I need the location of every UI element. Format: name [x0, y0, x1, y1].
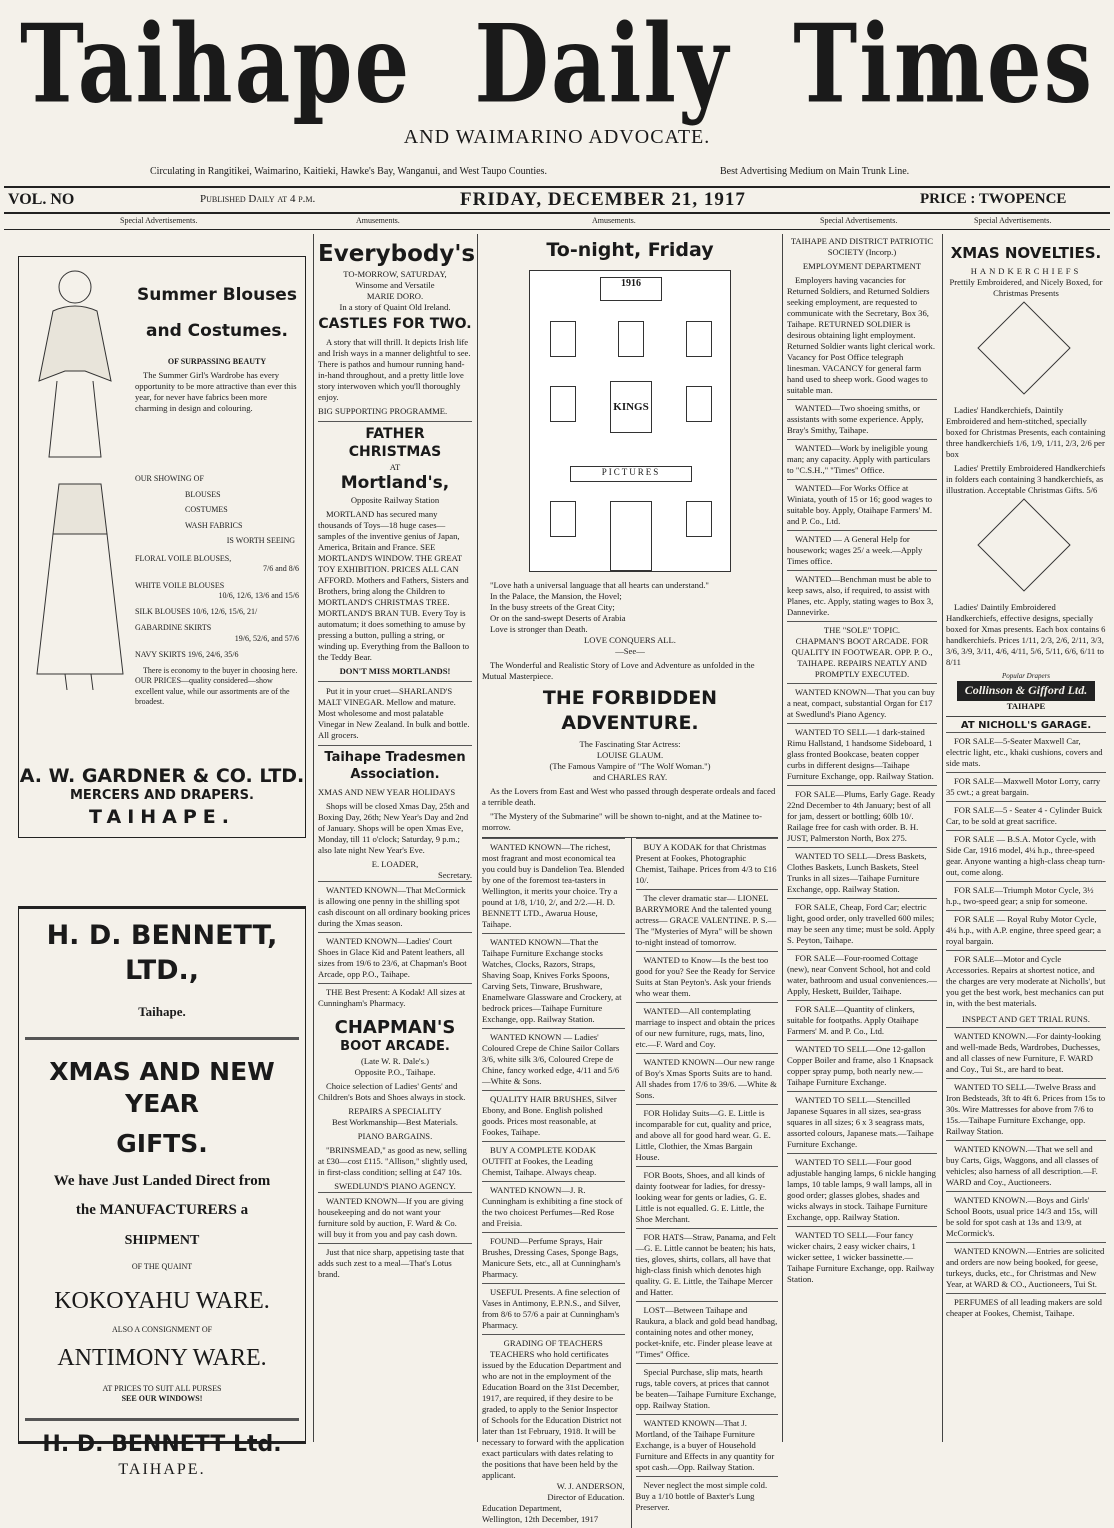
classified-ad — [787, 949, 937, 1000]
classified-ad — [482, 933, 625, 1028]
bennett-footer-name: H. D. BENNETT Ltd. — [42, 1432, 282, 1458]
anderson-name: W. J. ANDERSON, — [556, 1480, 625, 1491]
classified-ad — [946, 732, 1106, 772]
grading-heading: GRADING OF TEACHERS — [503, 1337, 603, 1348]
ad-text: WANTED—Benchman must be able to keep saws, also, if required, to assist with Planes, etc. Apply, stating wages to Box 3, Dannevirke. — [787, 574, 934, 617]
ad-text: BUY A KODAK for that Christmas Present at Fookes, Photographic Chemist, Taihape. Prices from 4/3 to £16 10/. — [635, 841, 777, 885]
mortland-description: MORTLAND has secured many thousands of Toys—18 huge cases—samples of the inventive genius of Japan, America, Britain and France. SEE MORTLAND'S WINDOW. THE GREAT TOY EXHIBITION. PRICES ALL CAN AFFORD. Mothers and Fathers, Sisters and Brothers, bring along the Children to MORTLAND'S CHRISTMAS TREE. MORTLAND'S BRAN TUB. Every Toy is automatum; it does something to amuse by pressing a button, pulling a string, or winding up. Everything from the Balloon to the Teddy Bear. — [318, 508, 470, 662]
blouse-figure-icon — [25, 261, 135, 461]
section-header: Amusements. — [592, 216, 636, 225]
holidays-text: Shops will be closed Xmas Day, 25th and Boxing Day, 26th; New Year's Day and 2nd of January. Shops will be open Xmas Eve, Monday, till 11 o'clock; Saturday, 9 p.m.; also late night New Year's Eve. — [318, 801, 470, 856]
ad-text: WANTED KNOWN—Ladies' Court Shoes in Glace Kid and Patent leathers, all sizes from 19/6 to 23/6, at Chapman's Boot Arcade, opp P.O., Taihape. — [318, 936, 467, 980]
divider — [25, 1037, 299, 1040]
opposite-station: Opposite Railway Station — [350, 494, 440, 505]
collinson-town: TAIHAPE — [1006, 700, 1046, 711]
classified-ad — [482, 1090, 625, 1141]
ad-text: FOR SALE, Cheap, Ford Car; electric light, good order, only travelled 600 miles; may be seen any time; must be sold. Apply S. Peyton, Taihape. — [787, 902, 935, 945]
collinson-gifford-logo — [946, 672, 1106, 711]
price-item — [135, 650, 299, 660]
holidays-heading: XMAS AND NEW YEAR HOLIDAYS — [318, 787, 456, 798]
classified-ad — [482, 1028, 625, 1090]
classified-ad — [787, 723, 937, 785]
price-name: NAVY SKIRTS 19/6, 24/6, 35/6 — [135, 649, 239, 659]
bennett-town: Taihape. — [138, 1004, 186, 1020]
gifts-heading: GIFTS. — [116, 1128, 208, 1158]
title-word-1: Taihape — [20, 1, 412, 128]
vampire-line: (The Famous Vampire of "The Wolf Woman.") — [549, 760, 711, 771]
classified-ad — [787, 1040, 937, 1091]
association-heading: Association. — [350, 766, 440, 782]
newspaper-title — [20, 1, 1094, 128]
dateline — [0, 191, 1114, 209]
choice-selection: Choice selection of Ladies' Gents' and Children's Bots and Shoes always in stock. — [318, 1080, 466, 1102]
wonderful-story: The Wonderful and Realistic Story of Love and Adventure as unfolded in the Mutual Masterpiece. — [482, 660, 755, 682]
ad-text: PERFUMES of all leading makers are sold cheaper at Fookes, Chemist, Taihape. — [946, 1297, 1102, 1319]
worth-seeing: IS WORTH SEEING — [226, 535, 295, 545]
classified-ad — [787, 1000, 937, 1040]
sole-topic-ad — [787, 621, 937, 683]
classified-ad — [318, 932, 472, 983]
ad-text: FOR SALE — B.S.A. Motor Cycle, with Side Car, 1916 model, 4¼ h.p., three-speed gear. Anyone wanting a high-class cheap turn-out, come along. — [946, 834, 1106, 878]
windows-line: SEE OUR WINDOWS! — [121, 1394, 203, 1404]
employment-text: Employers having vacancies for Returned Soldiers, and Returned Soldiers seeking employment, are requested to communicate with the Secretary, Box 36, Taihape. RETURNED SOLDIER is desirous obtaining light employment. Returned Soldier wants light clerical work. Vacancy for Post Office telegraph linesman. VACANCY for general farm hand used to sheep work. Good wages to suitable man. — [787, 275, 935, 395]
popular-drapers: Popular Drapers — [1001, 672, 1051, 681]
lovers-line: As the Lovers from East and West who passed through desperate ordeals and faced a terrible death. — [482, 785, 776, 807]
classified-ad — [318, 881, 472, 932]
landed-line-2: the MANUFACTURERS a — [75, 1201, 249, 1218]
submarine-line: "The Mystery of the Submarine" will be shown to-night, and at the Matinee to-morrow. — [482, 810, 762, 832]
column-4 — [787, 234, 937, 1442]
ad-text: WANTED TO SELL—Twelve Brass and Iron Bedsteads, 3ft to 4ft 6. Prices from 15s to 30s. Wire Mattresses for above from 7/6 to 15s.—Taihape Furniture Exchange, opp. Railway Station. — [946, 1082, 1106, 1137]
our-showing: OUR SHOWING OF — [135, 474, 204, 483]
classified-ad — [636, 1053, 779, 1104]
handkerchief-offer-2: Ladies' Prettily Embroidered Handkerchiefs in folders each containing 3 handkerchiefs, as illustration. Acceptable Christmas Gifts. 5/6 — [946, 463, 1106, 496]
employment-department: EMPLOYMENT DEPARTMENT — [802, 261, 922, 271]
ad-text: FOR SALE—Quantity of clinkers, suitable for footpaths. Apply Otaihape Farmers' M. and P. Co., Ltd. — [787, 1004, 919, 1036]
classified-ad — [482, 838, 625, 933]
circulation-line: Circulating in Rangitikei, Waimarino, Kaitieki, Hawke's Bay, Wanganui, and West Taupo Counties. — [150, 166, 547, 177]
ad-text: WANTED TO SELL—Four good adjustable hanging lamps, 6 nickle hanging lamps, 10 table lamps, 9 wall lamps, all in good order; glasses globes, shades and wicks always in stock. Taihape Furniture Exchange, opp. Railway Station. — [787, 1157, 936, 1222]
column-3-right — [631, 838, 779, 1528]
ad-text: FOUND—Perfume Sprays, Hair Brushes, Dressing Cases, Sponge Bags, Manicure Sets, etc., all at Cunningham's Pharmacy. — [482, 1235, 621, 1279]
classified-ad — [946, 830, 1106, 881]
piano-bargains: PIANO BARGAINS. — [357, 1130, 433, 1141]
ad-text: WANTED TO SELL—Stencilled Japanese Squares in all sizes, sea-grass squares in all sizes; 6 x 3 seagrass mats, assorted colours, Japanese mats.—Taihape Furniture Exchange. — [787, 1095, 934, 1149]
fabric-item: COSTUMES — [185, 505, 228, 515]
classified-ad — [787, 530, 937, 570]
ad-text: QUALITY HAIR BRUSHES, Silver Ebony, and Bone. English polished goods. Prices most reasonable, at Fookes, Taihape. — [482, 1093, 617, 1137]
classified-ad — [787, 1226, 937, 1288]
ad-text: FOR SALE—Triumph Motor Cycle, 3½ h.p., two-speed gear; a snip for someone. — [946, 885, 1094, 907]
classified-ad — [946, 801, 1106, 830]
classified-ad — [482, 1283, 625, 1334]
section-header: Amusements. — [356, 216, 400, 225]
classified-ad — [636, 1002, 779, 1053]
ad-text: FOR SALE—5 - Seater 4 - Cylinder Buick Car, to be sold at great sacrifice. — [946, 805, 1103, 827]
issue-price: PRICE : TWOPENCE — [920, 191, 1067, 207]
surpassing-beauty: OF SURPASSING BEAUTY — [167, 356, 267, 366]
shipment: SHIPMENT — [124, 1233, 200, 1249]
bennett-advertisement — [18, 906, 306, 1478]
winsome-line: Winsome and Versatile — [355, 280, 435, 291]
classified-ad — [636, 1414, 779, 1476]
classified-ad — [946, 1293, 1106, 1322]
price-item — [135, 623, 299, 643]
classified-ad — [946, 1078, 1106, 1140]
ad-text: WANTED KNOWN—The richest, most fragrant and most economical tea you could buy is Dandelion Tea. Blended by one of the foremost tea-tasters in Wellington, it merits your choice. Try a pound at 1/8, 1/10, 2/, and 2/2.—H. D. BENNETT LTD., Awarua House, Taihape. — [482, 841, 625, 929]
ad-text: FOR SALE—Maxwell Motor Lorry, carry 35 cwt.; a great bargain. — [946, 776, 1101, 798]
classified-ad — [636, 1228, 779, 1301]
price-value: 19/6, 52/6, and 57/6 — [234, 633, 299, 643]
loader-name: E. LOADER, — [371, 859, 419, 870]
skirt-illustration — [25, 474, 135, 710]
ad-text: WANTED KNOWN — Ladies' Coloured Crepe de Chine Sailor Collars 3/6, white silk 3/6, Coloured Crepe de Chine, fancy worked edge, 4/11 and 5/6—White & Sons. — [482, 1031, 620, 1086]
classified-ad — [946, 950, 1106, 1012]
workmanship-line: Best Workmanship—Best Materials. — [332, 1116, 458, 1127]
classified-ad — [482, 1232, 625, 1283]
quaint-line: OF THE QUAINT — [131, 1262, 193, 1271]
classified-ad — [787, 683, 937, 723]
publication-schedule: Published Daily at 4 p.m. — [200, 193, 316, 205]
classified-ad — [636, 951, 779, 1002]
castles-description: A story that will thrill. It depicts Irish life and Irish ways in a manner delightful to see. There is pathos and humour running hand-in-hand throughout, and a pretty little love story interwoven which you'll thoroughly enjoy. — [318, 337, 471, 403]
ad-text: WANTED—For Works Office at Winiata, youth of 15 or 16; good wages to suitable boy. Apply, Otaihape Farmers' M. and P. Co., Ltd. — [787, 483, 933, 526]
dont-miss-mortlands: DON'T MISS MORTLANDS! — [339, 665, 451, 676]
ad-text: WANTED—Two shoeing smiths, or assistants with some experience. Apply, Bray's Smithy, Taihape. — [787, 403, 924, 435]
ad-text: WANTED KNOWN—Our new range of Boy's Xmas Sports Suits are to hand. All shades from 17/6 to 39/6. —White & Sons. — [635, 1056, 777, 1100]
divider — [4, 186, 1110, 188]
tomorrow-line: TO-MORROW, SATURDAY, — [343, 269, 447, 280]
prettily-embroidered: Prettily Embroidered, and Nicely Boxed, for Christmas Presents — [949, 277, 1103, 299]
price-item — [135, 607, 299, 617]
pictures-sign: PICTURES — [570, 466, 692, 482]
consignment-line: ALSO A CONSIGNMENT OF — [111, 1324, 213, 1334]
ad-text: Never neglect the most simple cold. Buy a 1/10 bottle of Baxter's Lung Preserver. — [635, 1479, 768, 1512]
boot-arcade: BOOT ARCADE. — [340, 1039, 450, 1055]
classified-ad — [787, 399, 937, 439]
ad-text: WANTED KNOWN.—That we sell and buy Carts, Gigs, Waggons, and all classes of vehicles; also harness of all description.—F. WARD and Coy., Auctioneers. — [946, 1144, 1099, 1188]
director-title: Director of Education. — [547, 1491, 625, 1502]
sole-topic: THE "SOLE" TOPIC. — [823, 625, 901, 635]
classified-ad — [636, 1363, 779, 1414]
costume-figure-icon — [25, 474, 135, 694]
see-line: —See— — [615, 646, 645, 657]
handkerchief-offer-3: Ladies' Daintily Embroidered Handkerchiefs, effective designs, specially boxed for Xmas presents. Each box contains 6 handkerchiefs. Prices 1/11, 2/3, 2/6, 2/11, 3/3, 3/6, 3/9, 3/11, 4/6, 4/11, 5/6, 5/11, 6/6, 6/11 to 8/11 — [946, 602, 1106, 668]
marie-doro: MARIE DORO. — [366, 291, 424, 302]
classified-ad — [787, 1153, 937, 1226]
castles-for-two: CASTLES FOR TWO. — [318, 316, 472, 333]
column-2 — [318, 234, 476, 1442]
bennett-name: H. D. BENNETT, LTD., — [46, 920, 278, 986]
divider — [4, 229, 1110, 230]
price-item — [135, 581, 299, 601]
classified-ad — [946, 1027, 1106, 1078]
gardner-firm-name: A. W. GARDNER & CO. LTD. — [19, 764, 305, 787]
ad-text: WANTED KNOWN—That McCormick is allowing one penny in the shilling spot cash discount on all ordinary booking prices during the Xmas season. — [318, 885, 471, 929]
price-name: SILK BLOUSES 10/6, 12/6, 15/6, 21/ — [135, 607, 258, 617]
poem-line: In the Palace, the Mansion, the Hovel; — [490, 591, 622, 602]
column-divider — [313, 234, 314, 1442]
ad-text: FOR SALE—Motor and Cycle Accessories. Repairs at shortest notice, and the charges are very moderate at Nicholls', but you get the best work, best mechanics can put in, with the best materials. — [946, 954, 1106, 1009]
classified-ad — [946, 1140, 1106, 1191]
price-name: FLORAL VOILE BLOUSES, — [135, 554, 232, 564]
column-3-left — [482, 838, 625, 1528]
ad-text: WANTED — A General Help for housework; wages 25/ a week.—Apply Times office. — [787, 534, 923, 566]
chapman-text: CHAPMAN'S BOOT ARCADE. FOR QUALITY IN FOOTWEAR. OPP. P. O., TAIHAPE. REPAIRS NEATLY AND PROMPTLY EXECUTED. — [791, 636, 933, 679]
classified-ad — [482, 1181, 625, 1232]
late-dale: (Late W. R. Dale's.) — [361, 1055, 429, 1066]
grading-notice — [482, 1334, 625, 1528]
ad-text: WANTED—Work by ineligible young man; any capacity. Apply with particulars to "C.S.H.," "Times" Office. — [787, 443, 931, 475]
economy-text: There is economy to the buyer in choosing here. OUR PRICES—quality considered—show excellent value, while our assortments are of the broadest. — [135, 666, 298, 706]
louise-glaum: LOUISE GLAUM. — [596, 749, 664, 760]
masthead — [0, 0, 1114, 232]
poem-line: In the busy streets of the Great City; — [490, 602, 615, 613]
poem-line: "Love hath a universal language that all hearts can understand." — [490, 580, 709, 591]
fascinating-star: The Fascinating Star Actress: — [579, 738, 681, 749]
column-5 — [946, 234, 1106, 1442]
story-line: In a story of Quaint Old Ireland. — [339, 302, 451, 313]
price-value: 10/6, 12/6, 13/6 and 15/6 — [218, 590, 299, 600]
kokoyahu-ware: KOKOYAHU WARE. — [54, 1288, 270, 1315]
building-year: 1916 — [600, 277, 662, 301]
column-divider — [782, 234, 783, 1442]
ad-text: The clever dramatic star— LIONEL BARRYMORE And the talented young actress— GRACE VALENTINE. P. S.—The "Mysteries of Myra" will be shown to-night instead of tomorrow. — [635, 892, 777, 947]
classified-ad — [636, 838, 779, 889]
charles-ray: and CHARLES RAY. — [592, 771, 668, 782]
nicholls-garage: AT NICHOLL'S GARAGE. — [946, 716, 1106, 733]
section-header: Special Advertisements. — [120, 216, 198, 225]
classified-ad — [318, 1243, 472, 1283]
love-conquers-all: LOVE CONQUERS ALL. — [584, 635, 676, 646]
landed-line-1: We have Just Landed Direct from — [53, 1172, 271, 1189]
price-value: 7/6 and 8/6 — [263, 564, 299, 574]
opposite-po: Opposite P.O., Taihape. — [354, 1066, 436, 1077]
bennett-footer-town: TAIHAPE. — [118, 1460, 206, 1478]
tradesmen-heading: Taihape Tradesmen — [324, 749, 466, 765]
ad-text: FOR SALE—5-Seater Maxwell Car, electric light, etc., khaki cushions, covers and side mats. — [946, 736, 1103, 769]
ad-text: WANTED TO SELL—1 dark-stained Rimu Hallstand, 1 handsome Sideboard, 1 glass fronted Bookcase, beaten copper curbs in different designs—Taihape Furniture Exchange, opp. Railway Station. — [787, 727, 934, 781]
ad-text: WANTED TO SELL—Dress Baskets, Clothes Baskets, Lunch Baskets, Steel Trunks in all sizes—Taihape Furniture Exchange, opp. Railway Station. — [787, 851, 927, 894]
title-word-3: Times — [793, 1, 1094, 128]
woman-illustration — [25, 261, 135, 464]
antimony-ware: ANTIMONY WARE. — [57, 1345, 267, 1372]
poem-line: Love is stronger than Death. — [490, 624, 588, 635]
classified-ad — [787, 898, 937, 949]
issue-date: FRIDAY, DECEMBER 21, 1917 — [460, 189, 746, 210]
ad-text: WANTED KNOWN.—Entries are solicited and orders are now being booked, for geese, turkeys, ducks, etc., for Christmas and New Year, at WARD & CO., Auctioneers, Tui St. — [946, 1246, 1105, 1290]
section-headers — [0, 216, 1114, 228]
at-line: AT — [389, 462, 401, 473]
divider — [4, 212, 1110, 214]
classified-ad — [636, 1476, 779, 1516]
swedlund-agency: SWEDLUND'S PIANO AGENCY. — [334, 1180, 456, 1191]
classified-ad — [318, 983, 472, 1012]
patriotic-society: TAIHAPE AND DISTRICT PATRIOTIC SOCIETY (Incorp.) — [790, 236, 934, 257]
handkerchief-box-illustration — [966, 307, 1086, 397]
ad-text: WANTED KNOWN—That the Taihape Furniture Exchange stocks Watches, Clocks, Razors, Straps, Shaving Soap, Knives Forks Spoons, Carving Sets, Tinware, Brushware, Enamelware Glassware and Crockery, at bedrock prices—Taihape Furniture Exchange, opp. Railway Station. — [482, 936, 622, 1024]
secretary-title: Secretary. — [437, 870, 472, 881]
wardrobe-intro: The Summer Girl's Wardrobe has every opportunity to be more attractive than ever this year, for never have fabrics been more charming in design and colouring. — [135, 369, 297, 413]
ad-text: Special Purchase, slip mats, hearth rugs, table covers, at prices that cannot be beaten—Taihape Furniture Exchange, opp. Railway Station. — [635, 1366, 777, 1410]
xmas-novelties: XMAS NOVELTIES. — [950, 244, 1102, 262]
classified-ad — [946, 910, 1106, 950]
grading-text: TEACHERS who hold certificates issued by the Education Department and who are not in the employment of the Education Board on the 31st December, 1917, are required, if they desire to be graded, to apply to the Senior Inspector of Schools for the Education District not later than 1st February, 1918. It will be necessary to forward with the application exact particulars with dates relating to the positions that have been held by the applicant. — [482, 1348, 624, 1480]
chapmans-heading: CHAPMAN'S — [334, 1017, 456, 1039]
fabric-item: WASH FABRICS — [185, 520, 243, 530]
ad-text: WANTED KNOWN—J. R. Cunningham is exhibiting a fine stock of the two choicest Perfumes—Red Rose and Freisia. — [482, 1184, 623, 1228]
piano-text: "BRINSMEAD," as good as new, selling at £30—cost £115. "Allison," slightly used, in first-class condition; selling at £47 10s. — [318, 1144, 468, 1177]
title-word-2: Daily — [474, 1, 731, 128]
ad-text: WANTED TO SELL—Four fancy wicker chairs, 2 easy wicker chairs, 1 wicker settee, 1 wicker bassinette.—Taihape Furniture Exchange, opp. Railway Station. — [787, 1230, 935, 1284]
supporting-programme: BIG SUPPORTING PROGRAMME. — [318, 406, 448, 417]
classified-ad — [946, 772, 1106, 801]
father-christmas: FATHER CHRISTMAS — [348, 426, 442, 461]
everybodys-theatre: Everybody's — [318, 241, 476, 267]
costumes-heading: and Costumes. — [146, 320, 288, 341]
handkerchief-offer-1: Ladies' Handkerchiefs, Daintily Embroidered and hem-stitched, specially boxed for Christmas Presents, each containing three handkerchiefs 1/6, 1/9, 1/11, 2/3, 2/6 per box — [946, 405, 1106, 460]
ad-text: USEFUL Presents. A fine selection of Vases in Antimony, E.P.N.S., and Silver, from 8/6 to 57/6 a pair at Cunningham's Pharmacy. — [482, 1286, 621, 1330]
subtitle: AND WAIMARINO ADVOCATE. — [403, 126, 711, 148]
classified-ad — [482, 1141, 625, 1181]
collinson-gifford: Collinson & Gifford Ltd. — [957, 681, 1095, 700]
ad-text: FOR SALE—Plums, Early Gage. Ready 22nd December to 4th January; best of all for jam, dessert or bottling; 60lb 10/. Railage free for cash with order. B. H. JUST, Palmerston North, Box 275. — [787, 789, 935, 843]
ad-text: FOR SALE — Royal Ruby Motor Cycle, 4¼ h.p., with A.P. engine, three speed gear; a royal bargain. — [946, 914, 1101, 947]
divider — [318, 421, 472, 422]
classified-ad — [787, 785, 937, 847]
poem-line: Or on the sand-swept Deserts of Arabia — [490, 613, 626, 624]
poem — [482, 580, 778, 635]
xmas-gifts-heading: XMAS AND NEW YEAR — [49, 1056, 275, 1118]
ad-text: WANTED TO SELL—One 12-gallon Copper Boiler and frame, also 1 Knapsack copper spray pump, both nearly new.—Taihape Furniture Exchange. — [787, 1044, 934, 1087]
classified-ad — [636, 1301, 779, 1363]
price-name: WHITE VOILE BLOUSES — [135, 580, 225, 590]
classified-ad — [946, 1242, 1106, 1293]
forbidden-adventure: THE FORBIDDEN ADVENTURE. — [542, 687, 718, 734]
classified-ad — [946, 881, 1106, 910]
price-name: GABARDINE SKIRTS — [135, 623, 212, 633]
classified-ad — [318, 1192, 472, 1243]
divider — [25, 1418, 299, 1421]
price-item — [135, 554, 299, 574]
gardner-town: TAIHAPE. — [89, 805, 235, 828]
classified-ad — [946, 1191, 1106, 1242]
ad-text: Just that nice sharp, appetising taste that adds such zest to a meal—That's Lotus brand. — [318, 1246, 465, 1279]
ad-text: WANTED—All contemplating marriage to inspect and obtain the prices of our new furniture, rugs, mats, lino, etc.—F. Ward and Coy. — [635, 1005, 775, 1049]
ad-text: WANTED KNOWN.—Boys and Girls' School Boots, usual price 14/3 and 15s, will be sold for spot cash at 13s and 13/9, at McCormick's. — [946, 1195, 1098, 1239]
column-divider — [942, 234, 943, 1442]
classified-ad — [636, 889, 779, 951]
section-header: Special Advertisements. — [820, 216, 898, 225]
ad-text: LOST—Between Taihape and Raukura, a black and gold bead handbag, containing notes and other money, pocket-knife, etc. Finder please leave at "Times" Office. — [635, 1304, 778, 1359]
ad-text: FOR Holiday Suits—G. E. Little is incomparable for cut, quality and price, and above all for good hard wear. G. E. Little, Clothier, the Xmas Bargain House. — [635, 1107, 772, 1162]
department-line: Education Department, — [482, 1502, 562, 1513]
ad-text: WANTED KNOWN—That you can buy a neat, compact, substantial Organ for £17 at Swedlund's Piano Agency. — [787, 687, 935, 719]
column-divider — [477, 234, 478, 1442]
best-medium-line: Best Advertising Medium on Main Trunk Line. — [720, 166, 910, 177]
ad-text: WANTED KNOWN.—For dainty-looking and well-made Beds, Wardrobes, Duchesses, and all classes of new Furniture, F. WARD and Coy., Tui St., are hard to beat. — [946, 1031, 1101, 1075]
column-1 — [18, 234, 306, 1478]
kings-theatre-illustration — [529, 270, 731, 572]
volume-number: VOL. NO — [8, 191, 75, 208]
ad-text: WANTED KNOWN—If you are giving housekeeping and do not want your furniture sold by auction, F. Ward & Co. will buy it from you and pay cash down. — [318, 1195, 464, 1239]
classified-ad — [787, 570, 937, 621]
prices-line: AT PRICES TO SUIT ALL PURSES — [102, 1383, 222, 1393]
wellington-date: Wellington, 12th December, 1917 — [482, 1513, 599, 1524]
repairs-speciality: REPAIRS A SPECIALITY — [348, 1105, 442, 1116]
divider — [318, 681, 472, 682]
classified-ad — [787, 479, 937, 530]
ad-text: THE Best Present: A Kodak! All sizes at Cunningham's Pharmacy. — [318, 987, 466, 1009]
ad-text: BUY A COMPLETE KODAK OUTFIT at Fookes, the Leading Chemist, Taihape. Always cheap. — [482, 1144, 597, 1177]
ad-text: WANTED KNOWN—That J. Mortland, of the Taihape Furniture Exchange, is a buyer of Household Furniture and Effects in any quantity for spot cash.—Opp. Railway Station. — [635, 1417, 775, 1472]
classified-ad — [787, 847, 937, 898]
ad-text: FOR HATS—Straw, Panama, and Felt—G. E. Little cannot be beaten; his hats, ties, gloves, shirts, collars, all have that high-class finish which denotes high quality. G. E. Little, the Taihape Mercer and Hatter. — [635, 1231, 776, 1297]
column-3 — [482, 234, 778, 1524]
handkerchief-folder-illustration — [966, 504, 1086, 594]
classified-ad — [636, 1166, 779, 1228]
ad-text: FOR SALE—Four-roomed Cottage (new), near Convent School, hot and cold water, bathroom and usual conveniences.—Apply, Heskett, Builder, Taihape. — [787, 953, 937, 996]
divider — [318, 745, 472, 746]
ad-text: FOR Boots, Shoes, and all kinds of dainty footwear for ladies, for dressy-looking wear for gents or ladies, G. E. Little is not equalled. G. E. Little, the Shoe Merchant. — [635, 1169, 767, 1224]
gardner-advertisement — [18, 256, 306, 838]
fabric-list — [135, 490, 299, 531]
gardner-trade: MERCERS AND DRAPERS. — [70, 788, 254, 804]
theatre-door — [610, 501, 652, 571]
classified-ad — [787, 1091, 937, 1153]
inspect-trial-runs: INSPECT AND GET TRIAL RUNS. — [962, 1014, 1090, 1025]
fabric-item: BLOUSES — [185, 490, 221, 500]
tonight-friday: To-night, Friday — [546, 239, 714, 261]
kings-sign: KINGS — [610, 381, 652, 433]
handkerchiefs-heading: HANDKERCHIEFS — [970, 266, 1082, 277]
summer-blouses-heading: Summer Blouses — [137, 285, 297, 305]
classified-ad — [787, 439, 937, 479]
section-header: Special Advertisements. — [974, 216, 1052, 225]
sharland-vinegar-ad: Put it in your cruet—SHARLAND'S MALT VINEGAR. Mellow and mature. Most wholesome and most palatable Vinegar in New Zealand. In bulk and bottle. All grocers. — [318, 685, 470, 740]
ad-text: WANTED to Know—Is the best too good for you? See the Ready for Service Suits at Stan Peyton's. Ask your friends who wear them. — [635, 954, 776, 998]
classified-ad — [636, 1104, 779, 1166]
mortlands: Mortland's, — [340, 473, 450, 494]
